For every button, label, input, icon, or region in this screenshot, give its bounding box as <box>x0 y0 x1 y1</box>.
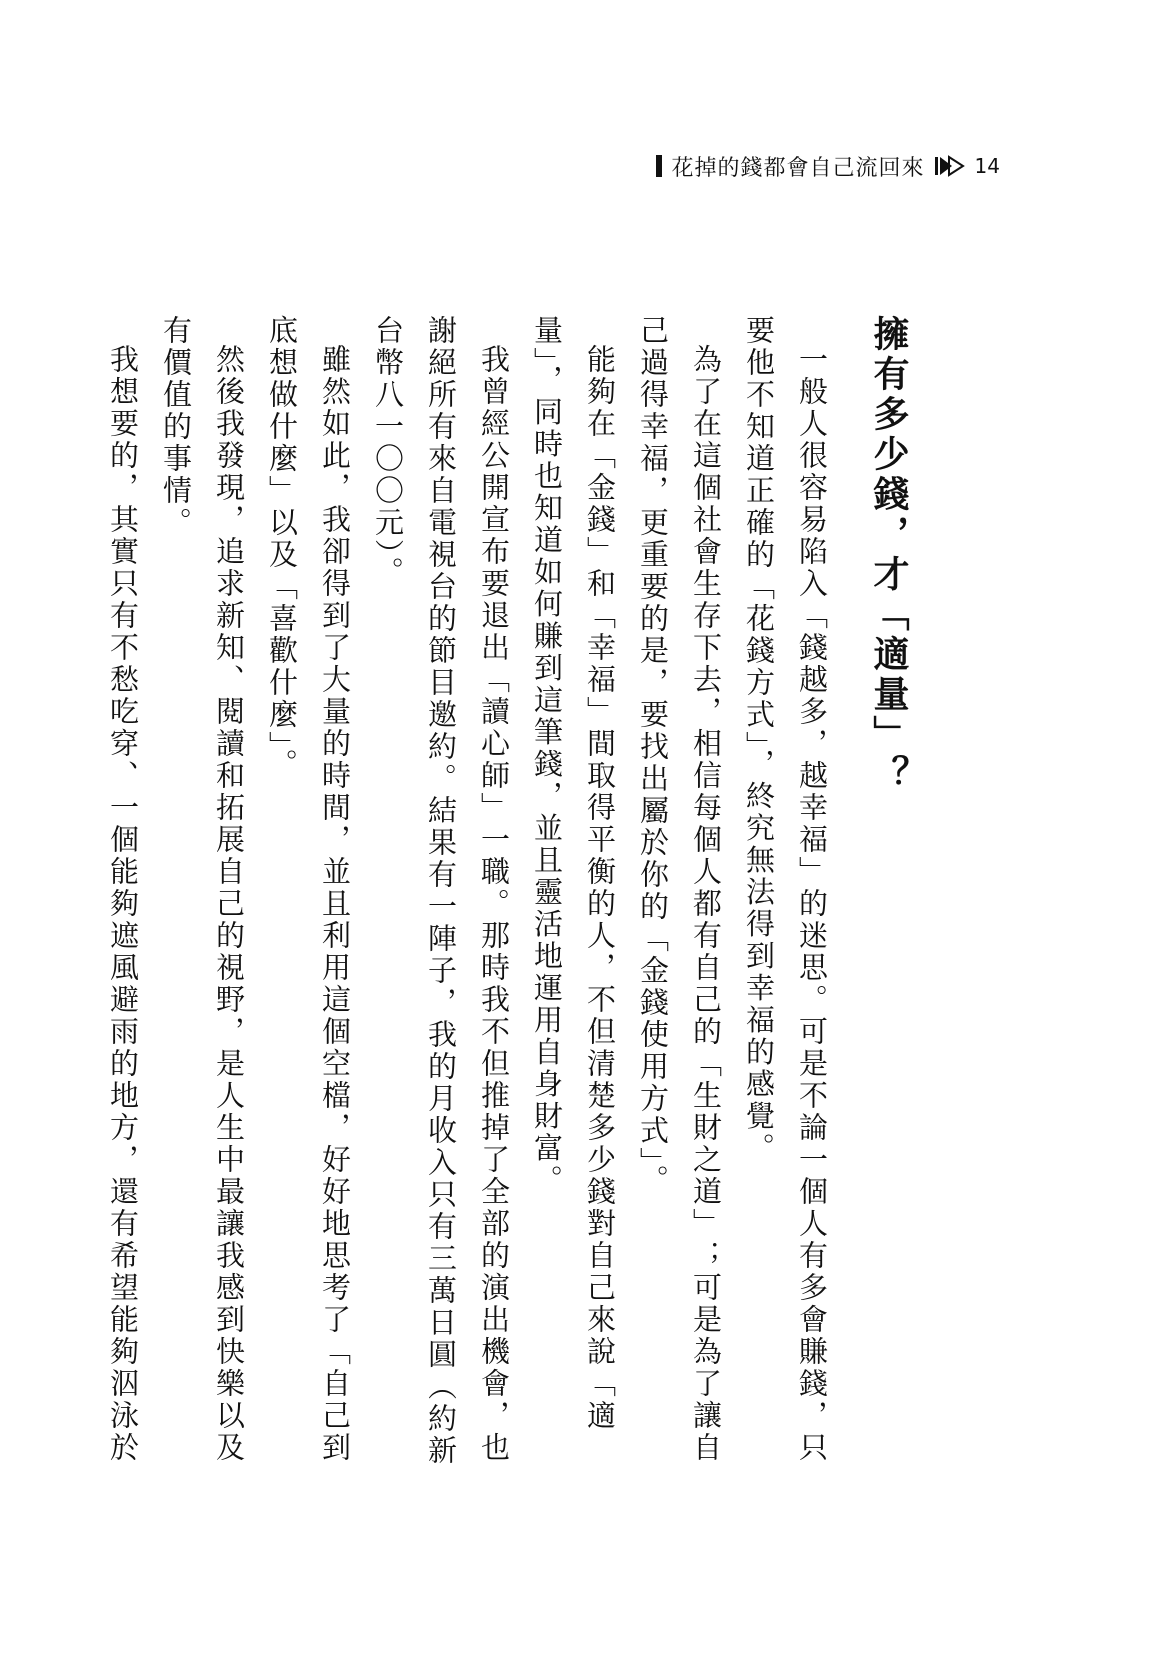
paragraph: 我想要的，其實只有不愁吃穿、一個能夠遮風避雨的地方，還有希望能夠泅泳於 <box>106 344 140 1464</box>
section-title: 擁有多少錢，才「適量」？ <box>868 315 909 795</box>
paragraph: 一般人很容易陷入「錢越多，越幸福」的迷思。可是不論一個人有多會賺錢，只要他不知道正確的「花錢方式」，終究無法得到幸福的感覺。 <box>742 315 829 1464</box>
running-header-title: 花掉的錢都會自己流回來 <box>671 155 925 181</box>
paragraph: 然後我發現，追求新知、閱讀和拓展自己的視野，是人生中最讓我感到快樂以及有價值的事情。 <box>159 315 246 1464</box>
paragraph: 為了在這個社會生存下去，相信每個人都有自己的「生財之道」；可是為了讓自己過得幸福，更重要的是，要找出屬於你的「金錢使用方式」。 <box>636 315 723 1464</box>
paragraph: 我曾經公開宣布要退出「讀心師」一職。那時我不但推掉了全部的演出機會，也謝絕所有來自電視台的節目邀約。結果有一陣子，我的月收入只有三萬日圓（約新台幣八一〇〇元）。 <box>371 315 511 1467</box>
double-triangle-arrow-icon <box>935 155 965 177</box>
page-number: 14 <box>974 154 1000 178</box>
running-header <box>656 150 1000 182</box>
vertical-text-body <box>106 315 916 1495</box>
header-bar-mark <box>656 155 662 177</box>
paragraph: 能夠在「金錢」和「幸福」間取得平衡的人，不但清楚多少錢對自己來說「適量」，同時也知道如何賺到這筆錢，並且靈活地運用自身財富。 <box>530 315 617 1432</box>
paragraph: 雖然如此，我卻得到了大量的時間，並且利用這個空檔，好好地思考了「自己到底想做什麼」以及「喜歡什麼」。 <box>265 315 352 1464</box>
